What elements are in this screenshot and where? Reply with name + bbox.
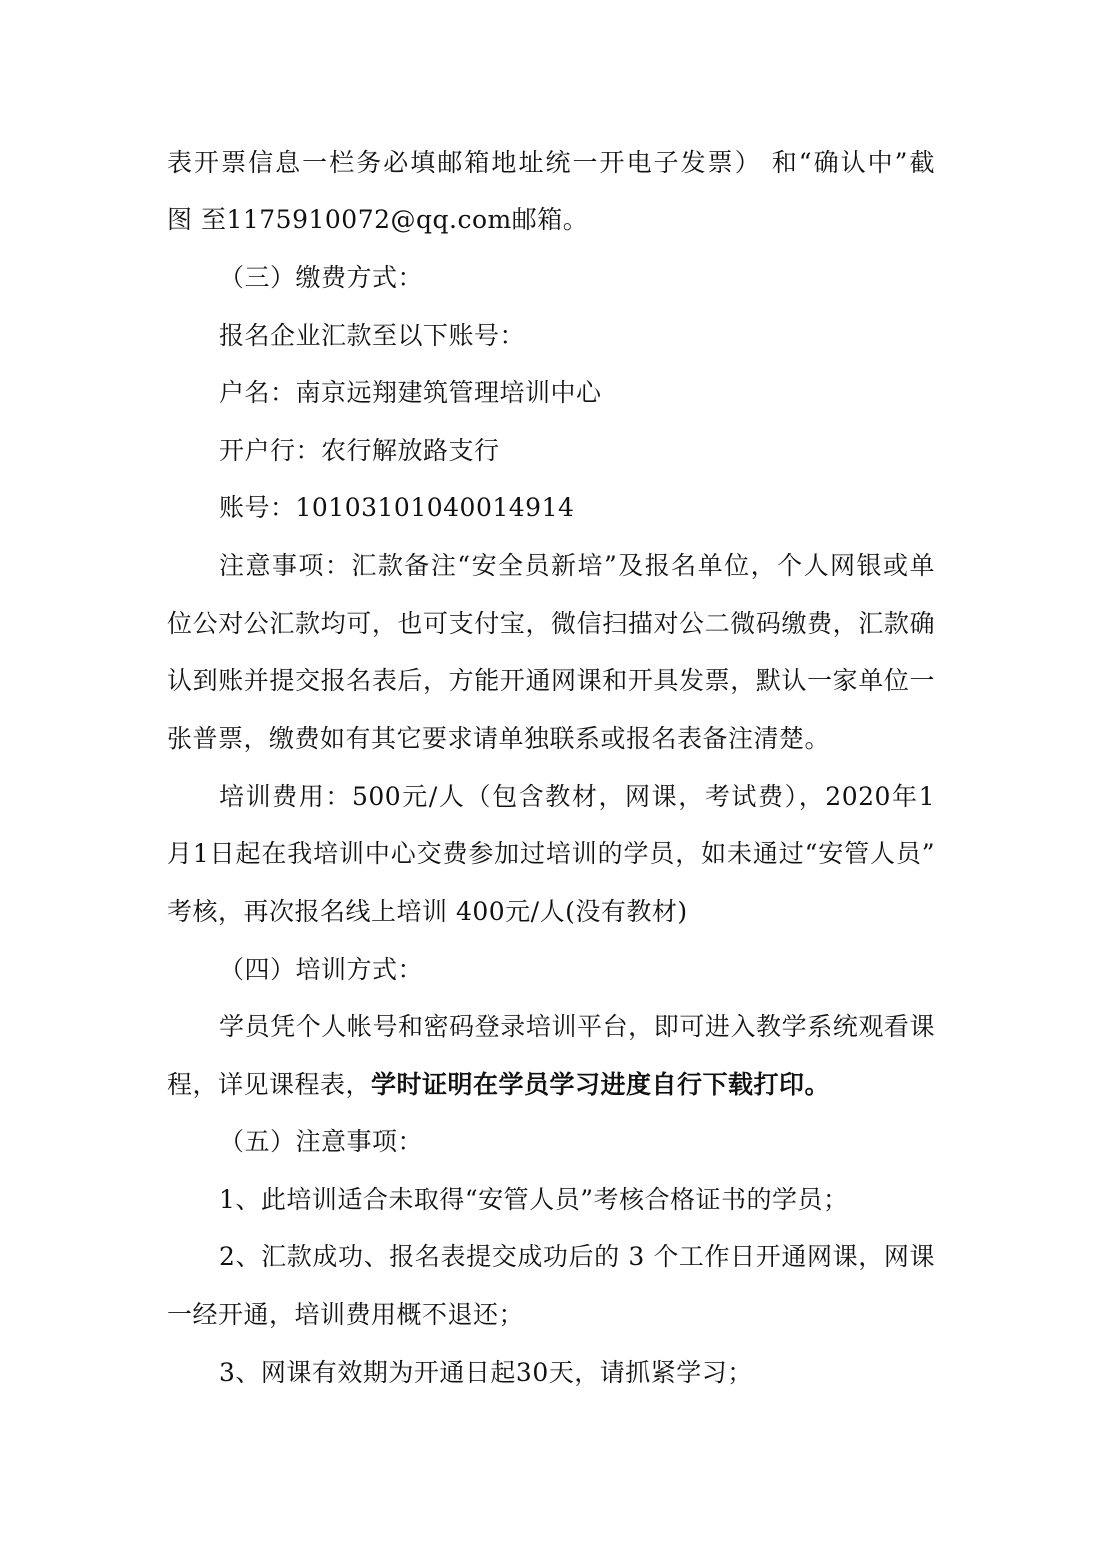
notice-item-1: 1、此培训适合未取得“安管人员”考核合格证书的学员；	[219, 1185, 849, 1214]
notice-item-2-line-2: 一经开通，培训费用概不退还；	[167, 1300, 525, 1329]
fee-line-2: 月1日起在我培训中心交费参加过培训的学员，如未通过“安管人员”	[167, 839, 935, 868]
payment-notice-line-2: 位公对公汇款均可，也可支付宝，微信扫描对公二微码缴费，汇款确	[167, 609, 935, 638]
training-method-line-1: 学员凭个人帐号和密码登录培训平台，即可进入教学系统观看课	[219, 1012, 935, 1041]
fee-line-3: 考核，再次报名线上培训 400元/人(没有教材)	[167, 897, 688, 926]
notice-item-2-line-1: 2、汇款成功、报名表提交成功后的 3 个工作日开通网课，网课	[219, 1242, 935, 1271]
section-3-heading: （三）缴费方式：	[219, 263, 424, 292]
account-name: 户名：南京远翔建筑管理培训中心	[219, 378, 602, 407]
account-number: 账号：10103101040014914	[219, 493, 575, 522]
training-method-line-2	[167, 1065, 935, 1105]
payment-notice-line-1: 注意事项：汇款备注“安全员新培”及报名单位，个人网银或单	[219, 551, 935, 580]
fee-line-1: 培训费用：500元/人（包含教材，网课，考试费），2020年1	[219, 782, 935, 811]
section-4-heading: （四）培训方式：	[219, 955, 424, 984]
bank-name: 开户行：农行解放路支行	[219, 436, 500, 465]
remittance-intro: 报名企业汇款至以下账号：	[219, 321, 526, 350]
invoice-note-line-2: 图 至1175910072@qq.com邮箱。	[167, 205, 589, 234]
payment-notice-line-4: 张普票，缴费如有其它要求请单独联系或报名表备注清楚。	[167, 724, 831, 753]
notice-item-3: 3、网课有效期为开通日起30天，请抓紧学习；	[219, 1358, 753, 1387]
payment-notice-line-3: 认到账并提交报名表后，方能开通网课和开具发票，默认一家单位一	[167, 666, 935, 695]
invoice-note-line-1: 表开票信息一栏务必填邮箱地址统一开电子发票） 和“确认中”截	[167, 148, 935, 177]
training-method-text: 程，详见课程表，	[167, 1070, 372, 1099]
section-5-heading: （五）注意事项：	[219, 1127, 424, 1156]
certificate-download-note: 学时证明在学员学习进度自行下载打印。	[371, 1070, 831, 1099]
